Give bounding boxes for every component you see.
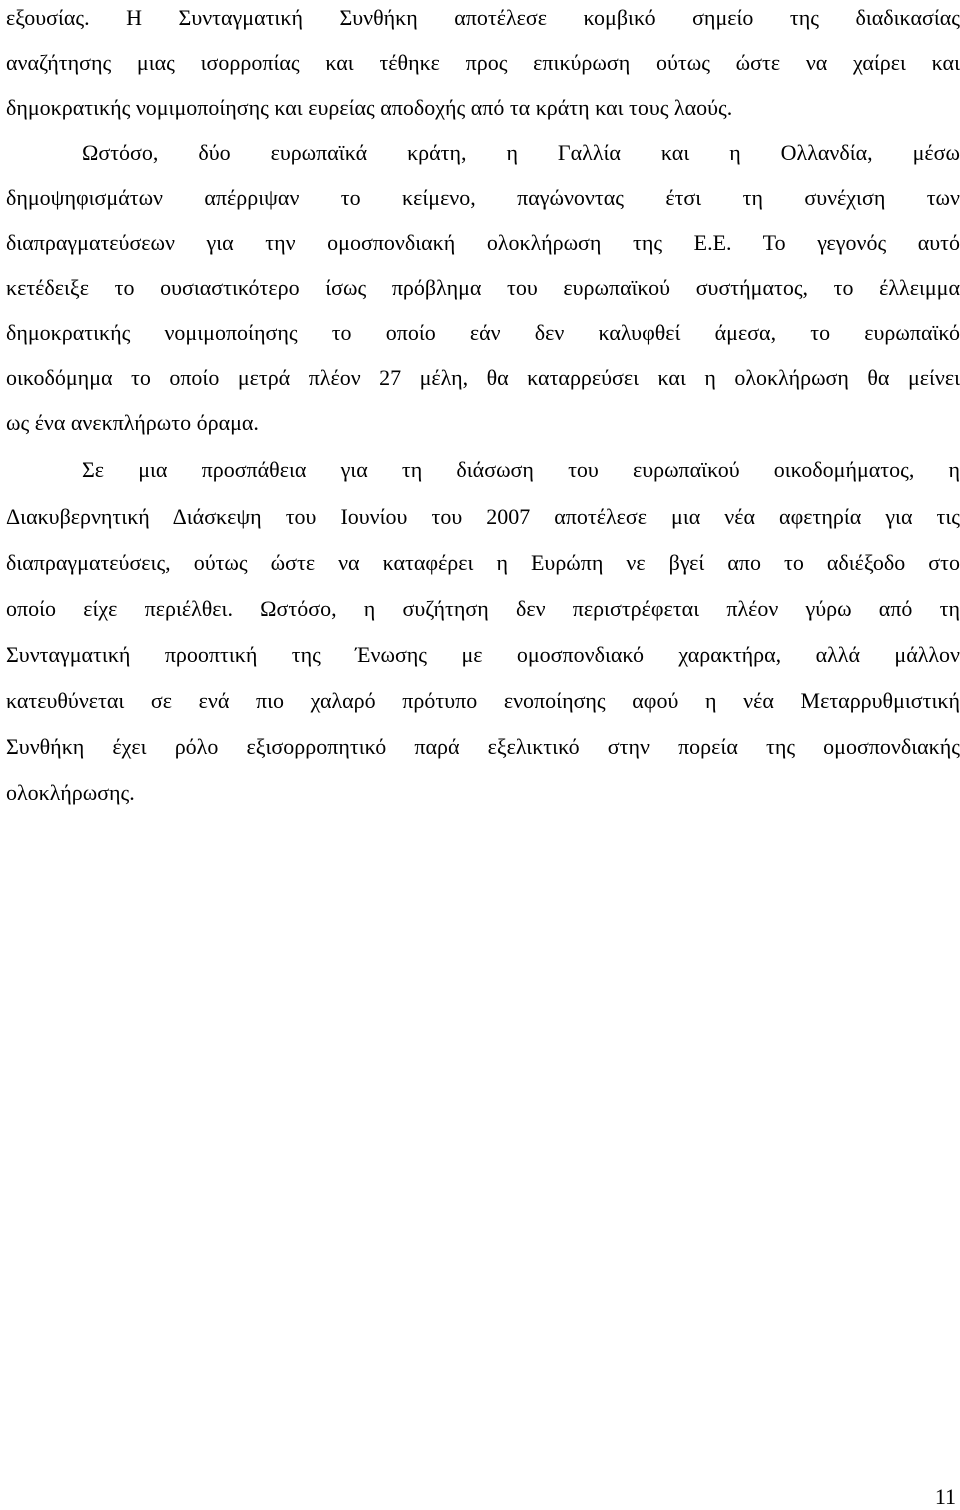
- text-line: Συνταγματική προοπτική της Ένωσης με ομοσπονδιακό χαρακτήρα, αλλά μάλλον: [6, 642, 960, 667]
- text-line: δημοψηφισμάτων απέρριψαν το κείμενο, παγώνοντας έτσι τη συνέχιση των: [6, 185, 960, 210]
- text-line: ολοκλήρωσης.: [6, 780, 135, 805]
- text-line: Διακυβερνητική Διάσκεψη του Ιουνίου του 2007 αποτέλεσε μια νέα αφετηρία για τις: [6, 504, 960, 529]
- text-line: Συνθήκη έχει ρόλο εξισορροπητικό παρά εξελικτικό στην πορεία της ομοσπονδιακής: [6, 734, 960, 759]
- text-line: αναζήτησης μιας ισορροπίας και τέθηκε προς επικύρωση ούτως ώστε να χαίρει και: [6, 50, 960, 75]
- page-number: 11: [934, 1484, 956, 1509]
- text-line: διαπραγματεύσεων για την ομοσπονδιακή ολοκλήρωση της Ε.Ε. Το γεγονός αυτό: [6, 230, 960, 255]
- text-line: ως ένα ανεκπλήρωτο όραμα.: [6, 410, 259, 435]
- text-line: κατευθύνεται σε ενά πιο χαλαρό πρότυπο ενοποίησης αφού η νέα Μεταρρυθμιστική: [6, 688, 960, 713]
- text-line: δημοκρατικής νομιμοποίησης και ευρείας αποδοχής από τα κράτη και τους λαούς.: [6, 95, 733, 120]
- text-line: οποίο είχε περιέλθει. Ωστόσο, η συζήτηση δεν περιστρέφεται πλέον γύρω από τη: [6, 596, 960, 621]
- text-line: εξουσίας. Η Συνταγματική Συνθήκη αποτέλεσε κομβικό σημείο της διαδικασίας: [6, 5, 960, 30]
- text-line: δημοκρατικής νομιμοποίησης το οποίο εάν δεν καλυφθεί άμεσα, το ευρωπαϊκό: [6, 320, 960, 345]
- text-line: Ωστόσο, δύο ευρωπαϊκά κράτη, η Γαλλία και η Ολλανδία, μέσω: [82, 140, 960, 165]
- text-line: Σε μια προσπάθεια για τη διάσωση του ευρωπαϊκού οικοδομήματος, η: [82, 457, 960, 482]
- text-line: διαπραγματεύσεις, ούτως ώστε να καταφέρει η Ευρώπη νε βγεί απο το αδιέξοδο στο: [6, 550, 960, 575]
- text-line: οικοδόμημα το οποίο μετρά πλέον 27 μέλη, θα καταρρεύσει και η ολοκλήρωση θα μείνει: [6, 365, 960, 390]
- text-line: κετέδειξε το ουσιαστικότερο ίσως πρόβλημα του ευρωπαϊκού συστήματος, το έλλειμμα: [6, 275, 960, 300]
